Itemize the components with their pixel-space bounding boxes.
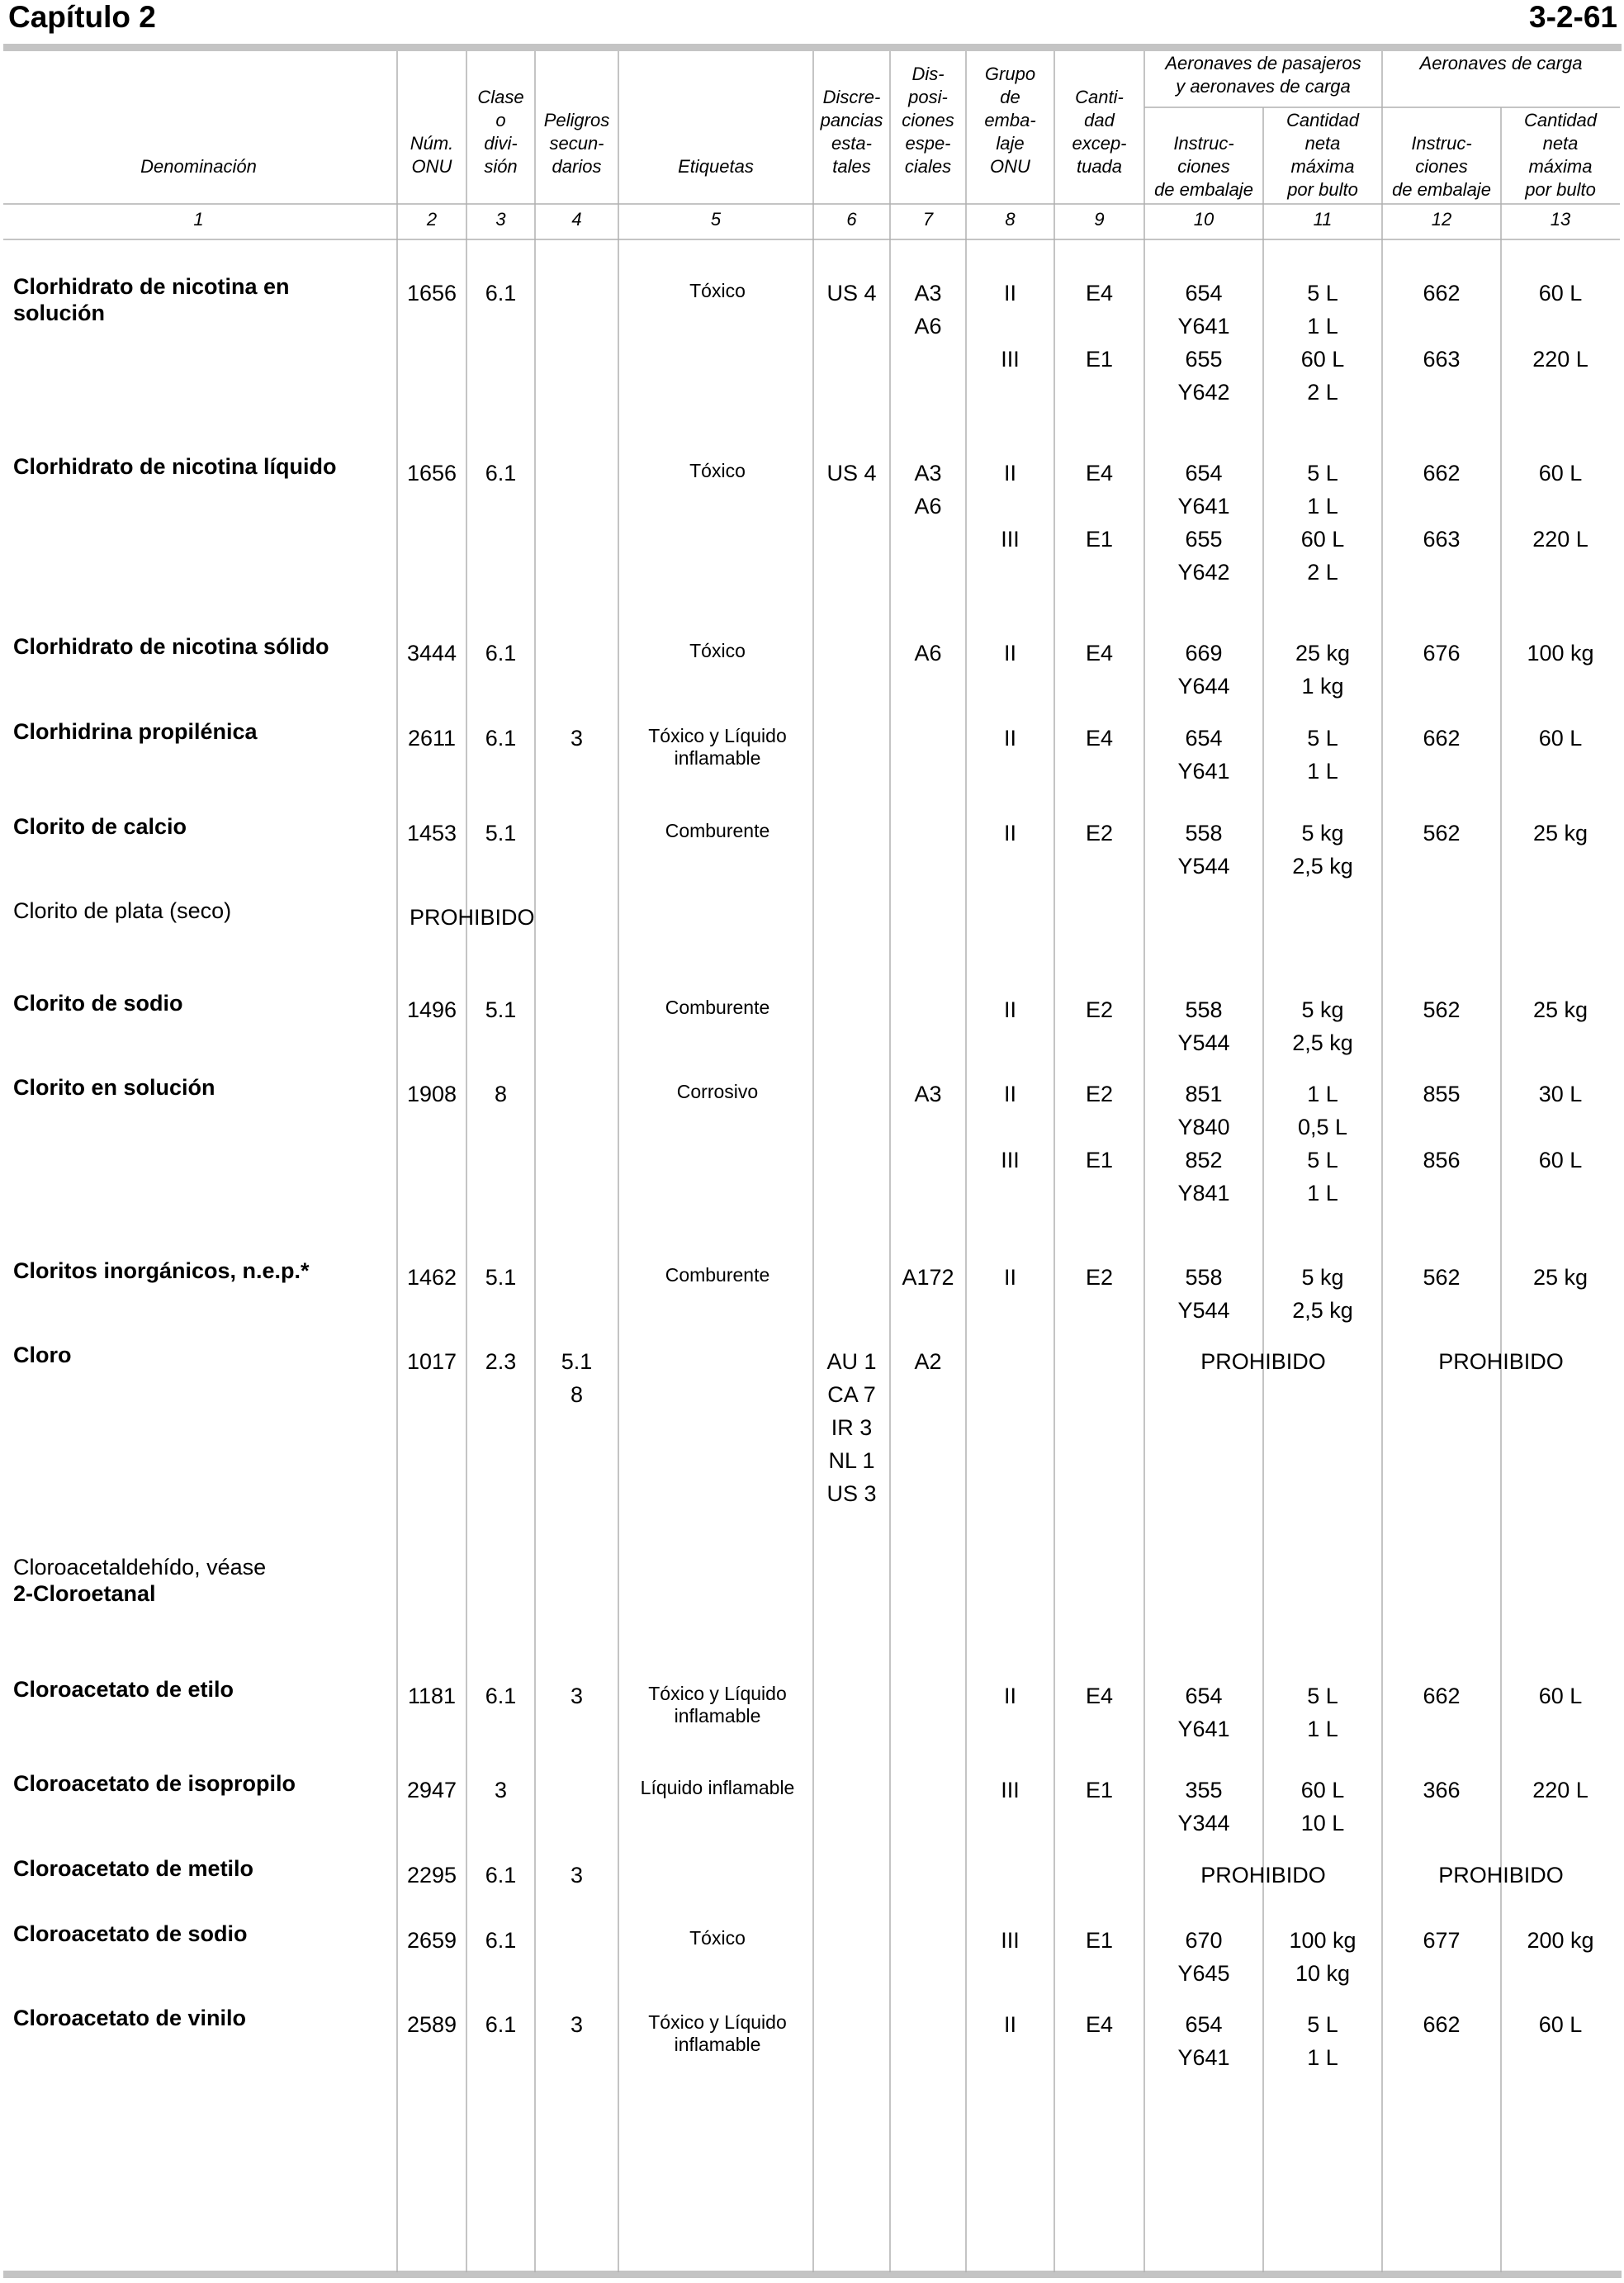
cargo-prohibited-marker: PROHIBIDO: [1438, 1863, 1564, 1888]
col-number: 7: [922, 209, 934, 230]
un-number: 2659: [406, 1928, 457, 1953]
hazard-class: 5.1: [485, 1265, 517, 1290]
cargo-packing-instruction: 662: [1423, 2012, 1461, 2037]
cargo-packing-instruction: 562: [1423, 997, 1461, 1022]
header-pax-packing-instructions: Instruc- ciones de embalaje: [1154, 133, 1253, 200]
cargo-packing-instruction: 676: [1423, 641, 1461, 665]
special-provision: A172: [902, 1265, 954, 1290]
hazard-label: Tóxico y Líquido inflamable: [648, 1683, 787, 1726]
pax-prohibited-marker: PROHIBIDO: [1200, 1349, 1326, 1374]
cargo-max-quantity: 60 L: [1538, 726, 1583, 751]
pax-packing-instruction: 355 Y344: [1177, 1778, 1230, 1835]
secondary-hazard: 3: [570, 2012, 584, 2037]
secondary-hazard: 3: [570, 726, 584, 751]
hazard-label: Tóxico: [689, 280, 746, 301]
excepted-quantity: E1: [1085, 1928, 1114, 1953]
pax-max-quantity: 5 L 1 L 60 L 2 L: [1300, 281, 1345, 405]
excepted-quantity: E4: [1085, 1684, 1114, 1708]
header-denominacion: Denominación: [140, 156, 257, 177]
hazard-class: 6.1: [485, 641, 517, 665]
pax-max-quantity: 5 L 1 L: [1307, 1684, 1338, 1741]
hazard-label: Tóxico y Líquido inflamable: [648, 725, 787, 769]
hazard-class: 6.1: [485, 461, 517, 485]
pax-packing-instruction: 558 Y544: [1177, 997, 1230, 1055]
packing-group: II: [1003, 1684, 1016, 1708]
entry-name: Cloroacetato de vinilo: [13, 2006, 247, 2030]
entry-name: Clorito de calcio: [13, 814, 187, 839]
col-number: 10: [1193, 209, 1214, 230]
col-number: 5: [710, 209, 722, 230]
hazard-label: Tóxico y Líquido inflamable: [648, 2011, 787, 2055]
chapter-title: Capítulo 2: [8, 0, 156, 34]
pax-max-quantity: 5 L 1 L: [1307, 726, 1338, 784]
header-cargo-aircraft: Aeronaves de carga: [1419, 53, 1583, 73]
col-number: 4: [571, 209, 582, 230]
hazard-class: 6.1: [485, 2012, 517, 2037]
packing-group: III: [1001, 1928, 1020, 1953]
excepted-quantity: E2: [1085, 821, 1114, 845]
entry-name: Cloritos inorgánicos, n.e.p.*: [13, 1258, 310, 1283]
pax-packing-instruction: 669 Y644: [1177, 641, 1230, 699]
pax-max-quantity: 5 L 1 L 60 L 2 L: [1300, 461, 1345, 585]
cargo-packing-instruction: 677: [1423, 1928, 1461, 1953]
cargo-packing-instruction: 662: [1423, 1684, 1461, 1708]
un-number: 2295: [406, 1863, 457, 1888]
header-class: Clase o divi- sión: [477, 87, 524, 177]
un-number: 2589: [406, 2012, 457, 2037]
pax-packing-instruction: 558 Y544: [1177, 821, 1230, 879]
cargo-packing-instruction: 562: [1423, 821, 1461, 845]
cargo-packing-instruction: 855 856: [1423, 1082, 1461, 1172]
special-provision: A3 A6: [914, 281, 942, 339]
hazard-class: 5.1: [485, 997, 517, 1022]
un-number: 1656: [406, 281, 457, 306]
hazard-class: 6.1: [485, 1928, 517, 1953]
header-special-provisions: Dis- posi- ciones espe- ciales: [902, 64, 954, 177]
pax-max-quantity: 5 L 1 L: [1307, 2012, 1338, 2070]
col-number: 12: [1431, 209, 1452, 230]
excepted-quantity: E4 E1: [1085, 281, 1114, 372]
header-packing-group: Grupo de emba- laje ONU: [984, 64, 1036, 177]
header-excepted-quantity: Canti- dad excep- tuada: [1072, 87, 1127, 177]
entry-name: Clorhidrina propilénica: [13, 719, 258, 744]
pax-prohibited-marker: PROHIBIDO: [1200, 1863, 1326, 1888]
state-variation: US 4: [826, 281, 877, 306]
packing-group: II: [1003, 641, 1016, 665]
hazard-class: 5.1: [485, 821, 517, 845]
hazard-class: 6.1: [485, 281, 517, 306]
prohibited-marker: PROHIBIDO: [410, 905, 535, 930]
un-number: 2947: [406, 1778, 457, 1802]
pax-packing-instruction: 654 Y641 655 Y642: [1177, 461, 1230, 585]
header-un-number: Núm. ONU: [410, 133, 454, 177]
entry-name: Clorito de sodio: [13, 991, 183, 1016]
cargo-packing-instruction: 662 663: [1423, 461, 1461, 552]
un-number: 1462: [406, 1265, 457, 1290]
page-reference: 3-2-61: [1529, 0, 1617, 34]
excepted-quantity: E2 E1: [1085, 1082, 1114, 1172]
entry-name: Clorito de plata (seco): [13, 898, 232, 923]
col-number: 1: [193, 209, 204, 230]
hazard-class: 3: [494, 1778, 508, 1802]
pax-max-quantity: 25 kg 1 kg: [1295, 641, 1351, 699]
pax-packing-instruction: 670 Y645: [1177, 1928, 1230, 1986]
cargo-max-quantity: 220 L: [1532, 1778, 1588, 1802]
entry-name: Clorito en solución: [13, 1075, 215, 1100]
cargo-max-quantity: 25 kg: [1532, 1265, 1588, 1290]
entry-name: Cloroacetato de metilo: [13, 1856, 254, 1881]
hazard-label: Corrosivo: [676, 1081, 759, 1102]
special-provision: A3: [914, 1082, 942, 1106]
pax-max-quantity: 5 kg 2,5 kg: [1292, 821, 1353, 879]
excepted-quantity: E4: [1085, 726, 1114, 751]
header-passenger-aircraft: Aeronaves de pasajeros y aeronaves de carga: [1165, 53, 1361, 97]
pax-max-quantity: 1 L 0,5 L 5 L 1 L: [1297, 1082, 1348, 1205]
packing-group: II: [1003, 726, 1016, 751]
packing-group: II: [1003, 1265, 1016, 1290]
header-pax-max-net-quantity: Cantidad neta máxima por bulto: [1285, 110, 1360, 200]
pax-max-quantity: 60 L 10 L: [1300, 1778, 1345, 1835]
hazard-class: 2.3: [485, 1349, 517, 1374]
entry-name: Clorhidrato de nicotina sólido: [13, 634, 329, 659]
un-number: 1453: [406, 821, 457, 845]
pax-packing-instruction: 654 Y641: [1177, 726, 1230, 784]
packing-group: III: [1001, 1778, 1020, 1802]
packing-group: II: [1003, 2012, 1016, 2037]
packing-group: II III: [1001, 1082, 1020, 1172]
pax-packing-instruction: 654 Y641: [1177, 2012, 1230, 2070]
hazard-label: Tóxico: [689, 1927, 746, 1949]
entry-name: Cloroacetaldehído, véase: [13, 1555, 267, 1580]
pax-packing-instruction: 654 Y641 655 Y642: [1177, 281, 1230, 405]
state-variation: AU 1 CA 7 IR 3 NL 1 US 3: [826, 1349, 877, 1506]
hazard-class: 8: [494, 1082, 508, 1106]
un-number: 2611: [407, 726, 457, 751]
cargo-prohibited-marker: PROHIBIDO: [1438, 1349, 1564, 1374]
cargo-max-quantity: 60 L 220 L: [1532, 281, 1588, 372]
un-number: 3444: [406, 641, 457, 665]
secondary-hazard: 3: [570, 1684, 584, 1708]
un-number: 1181: [407, 1684, 457, 1708]
hazard-label: Comburente: [665, 1264, 770, 1286]
excepted-quantity: E4: [1085, 2012, 1114, 2037]
col-number: 13: [1550, 209, 1571, 230]
pax-max-quantity: 100 kg 10 kg: [1289, 1928, 1356, 1986]
col-number: 9: [1094, 209, 1105, 230]
hazard-label: Líquido inflamable: [640, 1777, 795, 1798]
cargo-packing-instruction: 366: [1423, 1778, 1461, 1802]
un-number: 1496: [406, 997, 457, 1022]
entry-name: Cloroacetato de isopropilo: [13, 1771, 296, 1796]
pax-packing-instruction: 558 Y544: [1177, 1265, 1230, 1323]
cargo-max-quantity: 25 kg: [1532, 997, 1588, 1022]
hazard-label: Comburente: [665, 997, 770, 1018]
entry-name: Cloro: [13, 1343, 72, 1367]
excepted-quantity: E2: [1085, 1265, 1114, 1290]
hazard-class: 6.1: [485, 1684, 517, 1708]
excepted-quantity: E4 E1: [1085, 461, 1114, 552]
cargo-max-quantity: 30 L 60 L: [1538, 1082, 1583, 1172]
special-provision: A3 A6: [914, 461, 942, 519]
packing-group: II III: [1001, 461, 1020, 552]
secondary-hazard: 3: [570, 1863, 584, 1888]
col-number: 2: [426, 209, 438, 230]
header-cargo-max-net-quantity: Cantidad neta máxima por bulto: [1523, 110, 1598, 200]
packing-group: II: [1003, 997, 1016, 1022]
entry-name: Clorhidrato de nicotina en solución: [13, 274, 290, 325]
un-number: 1017: [406, 1349, 457, 1374]
cargo-max-quantity: 60 L: [1538, 1684, 1583, 1708]
header-state-variations: Discre- pancias esta- tales: [820, 87, 883, 177]
col-number: 11: [1313, 209, 1333, 230]
state-variation: US 4: [826, 461, 877, 485]
packing-group: II III: [1001, 281, 1020, 372]
col-number: 8: [1005, 209, 1016, 230]
entry-see-reference: 2-Cloroetanal: [13, 1581, 156, 1606]
pax-max-quantity: 5 kg 2,5 kg: [1292, 997, 1353, 1055]
packing-group: II: [1003, 821, 1016, 845]
hazard-class: 6.1: [485, 726, 517, 751]
cargo-max-quantity: 60 L: [1538, 2012, 1583, 2037]
excepted-quantity: E2: [1085, 997, 1114, 1022]
col-number: 3: [495, 209, 506, 230]
cargo-packing-instruction: 662 663: [1423, 281, 1461, 372]
cargo-packing-instruction: 562: [1423, 1265, 1461, 1290]
pax-packing-instruction: 654 Y641: [1177, 1684, 1230, 1741]
excepted-quantity: E1: [1085, 1778, 1114, 1802]
excepted-quantity: E4: [1085, 641, 1114, 665]
cargo-max-quantity: 60 L 220 L: [1532, 461, 1588, 552]
secondary-hazard: 5.1 8: [561, 1349, 593, 1407]
header-secondary-hazards: Peligros secun- darios: [543, 110, 610, 177]
hazard-label: Tóxico: [689, 460, 746, 481]
header-cargo-packing-instructions: Instruc- ciones de embalaje: [1392, 133, 1491, 200]
entry-name: Clorhidrato de nicotina líquido: [13, 454, 337, 479]
cargo-max-quantity: 100 kg: [1527, 641, 1594, 665]
entry-name: Cloroacetato de sodio: [13, 1921, 248, 1946]
special-provision: A2: [914, 1349, 942, 1374]
hazard-label: Comburente: [665, 820, 770, 841]
cargo-max-quantity: 200 kg: [1527, 1928, 1594, 1953]
cargo-packing-instruction: 662: [1423, 726, 1461, 751]
pax-max-quantity: 5 kg 2,5 kg: [1292, 1265, 1353, 1323]
pax-packing-instruction: 851 Y840 852 Y841: [1177, 1082, 1230, 1205]
header-labels: Etiquetas: [678, 156, 754, 177]
hazard-label: Tóxico: [689, 640, 746, 661]
special-provision: A6: [914, 641, 942, 665]
cargo-max-quantity: 25 kg: [1532, 821, 1588, 845]
un-number: 1656: [406, 461, 457, 485]
hazard-class: 6.1: [485, 1863, 517, 1888]
un-number: 1908: [406, 1082, 457, 1106]
col-number: 6: [846, 209, 857, 230]
entry-name: Cloroacetato de etilo: [13, 1677, 234, 1702]
